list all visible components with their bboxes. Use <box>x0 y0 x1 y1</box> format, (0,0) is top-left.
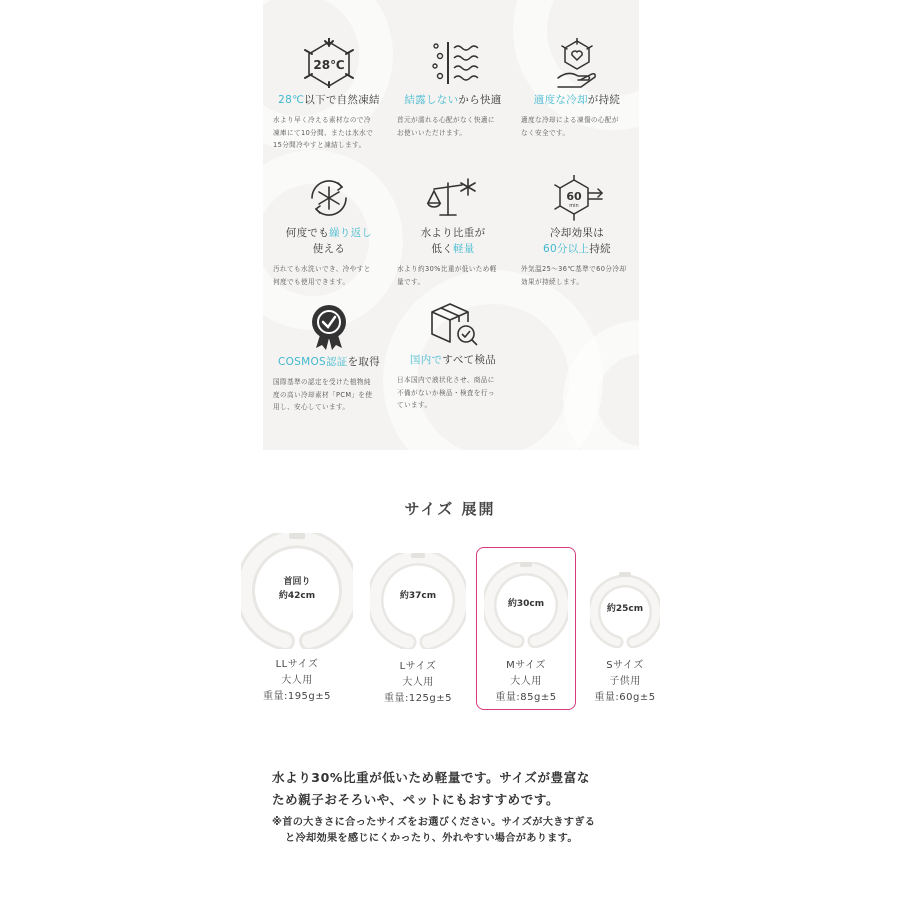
size-option-s[interactable] <box>588 572 662 706</box>
size-weight: 重量:85g±5 <box>495 692 557 703</box>
note-line: ※首の大きさに合ったサイズをお選びください。サイズが大きすぎる <box>272 817 596 828</box>
size-target: 大人用 <box>510 676 542 687</box>
feature-description: 水より約30%比重が低いため軽 量です。 <box>397 265 497 286</box>
ring-size-label: 約30cm <box>507 599 545 609</box>
feature-description: 汚れても水洗いでき、冷やすと 何度でも使用できます。 <box>273 265 371 286</box>
size-option-l[interactable] <box>366 553 470 707</box>
size-name: LLサイズ <box>275 659 319 670</box>
feature-title: 結露しないから快適 <box>404 94 502 106</box>
feature-description: 日本国内で液状化させ、商品に 不備がないか検品・検査を行っ ています。 <box>397 376 495 409</box>
size-weight: 重量:60g±5 <box>594 692 656 703</box>
feature-freeze <box>273 38 385 152</box>
feature-title: 水より比重が 低く軽量 <box>420 227 486 255</box>
feature-long-cooling <box>521 175 633 288</box>
feature-title: 国内ですべて検品 <box>409 354 497 366</box>
size-name: Mサイズ <box>506 660 546 671</box>
product-description <box>272 767 652 811</box>
size-name: Sサイズ <box>606 660 644 671</box>
certification-badge-icon <box>302 302 356 350</box>
balance-scale-snowflake-icon <box>426 175 480 221</box>
feature-title: 28℃以下で自然凍結 <box>278 94 380 106</box>
feature-description: 適度な冷却による凍傷の心配が なく安全です。 <box>521 116 619 137</box>
svg-text:60: 60 <box>566 190 582 203</box>
feature-title: 冷却効果は 60分以上持続 <box>543 227 611 255</box>
feature-lightweight <box>397 175 509 288</box>
ring-size-label: 約37cm <box>399 591 437 601</box>
size-target: 大人用 <box>281 675 313 686</box>
svg-text:min: min <box>569 203 579 209</box>
feature-description: 水より早く冷える素材なので冷 凍庫にて10分間、または氷水で 15分間冷やすと凍結します。 <box>273 116 374 149</box>
size-weight: 重量:195g±5 <box>262 691 332 702</box>
size-heading: サイズ 展開 <box>404 500 496 518</box>
size-target: 子供用 <box>609 676 641 687</box>
size-note <box>272 815 652 847</box>
ring-size-label: 約25cm <box>606 604 644 614</box>
feature-moderate-cooling <box>521 38 633 139</box>
size-target: 大人用 <box>402 677 434 688</box>
feature-cosmos-certified <box>273 302 385 414</box>
box-inspection-icon <box>426 300 480 348</box>
feature-description: 国際基準の認定を受けた植物純 度の高い冷却素材「PCM」を使 用し、安心しています。 <box>273 378 373 411</box>
svg-text:28℃: 28℃ <box>313 58 345 72</box>
feature-title: COSMOS認証を取得 <box>277 356 381 368</box>
ring-size-label: 首回り 約42cm <box>278 577 316 601</box>
feature-no-condensation <box>397 38 509 139</box>
size-weight: 重量:125g±5 <box>383 693 453 704</box>
feature-reusable <box>273 175 385 288</box>
no-condensation-icon <box>426 38 480 88</box>
note-line: と冷却効果を感じにくかったり、外れやすい場合があります。 <box>285 833 578 844</box>
feature-description: 首元が濡れる心配がなく快適に お使いいただけます。 <box>397 116 495 137</box>
feature-title: 適度な冷却が持続 <box>533 94 621 106</box>
hand-snowflake-heart-icon <box>550 38 604 88</box>
description-line: 水より30%比重が低いため軽量です。サイズが豊富な <box>272 770 590 785</box>
features-panel <box>263 0 639 450</box>
size-option-ll[interactable] <box>238 533 356 705</box>
reuse-snowflake-icon <box>302 175 356 221</box>
description-line: ため親子おそろいや、ペットにもおすすめです。 <box>272 792 560 807</box>
size-option-m[interactable] <box>478 562 574 706</box>
size-name: Lサイズ <box>399 661 437 672</box>
feature-title: 何度でも繰り返し 使える <box>285 227 373 255</box>
snowflake-28c-icon <box>302 38 356 88</box>
snowflake-60min-icon <box>550 175 604 221</box>
feature-description: 外気温25～36℃基準で60分冷却 効果が持続します。 <box>521 265 627 286</box>
feature-domestic-inspection <box>397 300 509 412</box>
